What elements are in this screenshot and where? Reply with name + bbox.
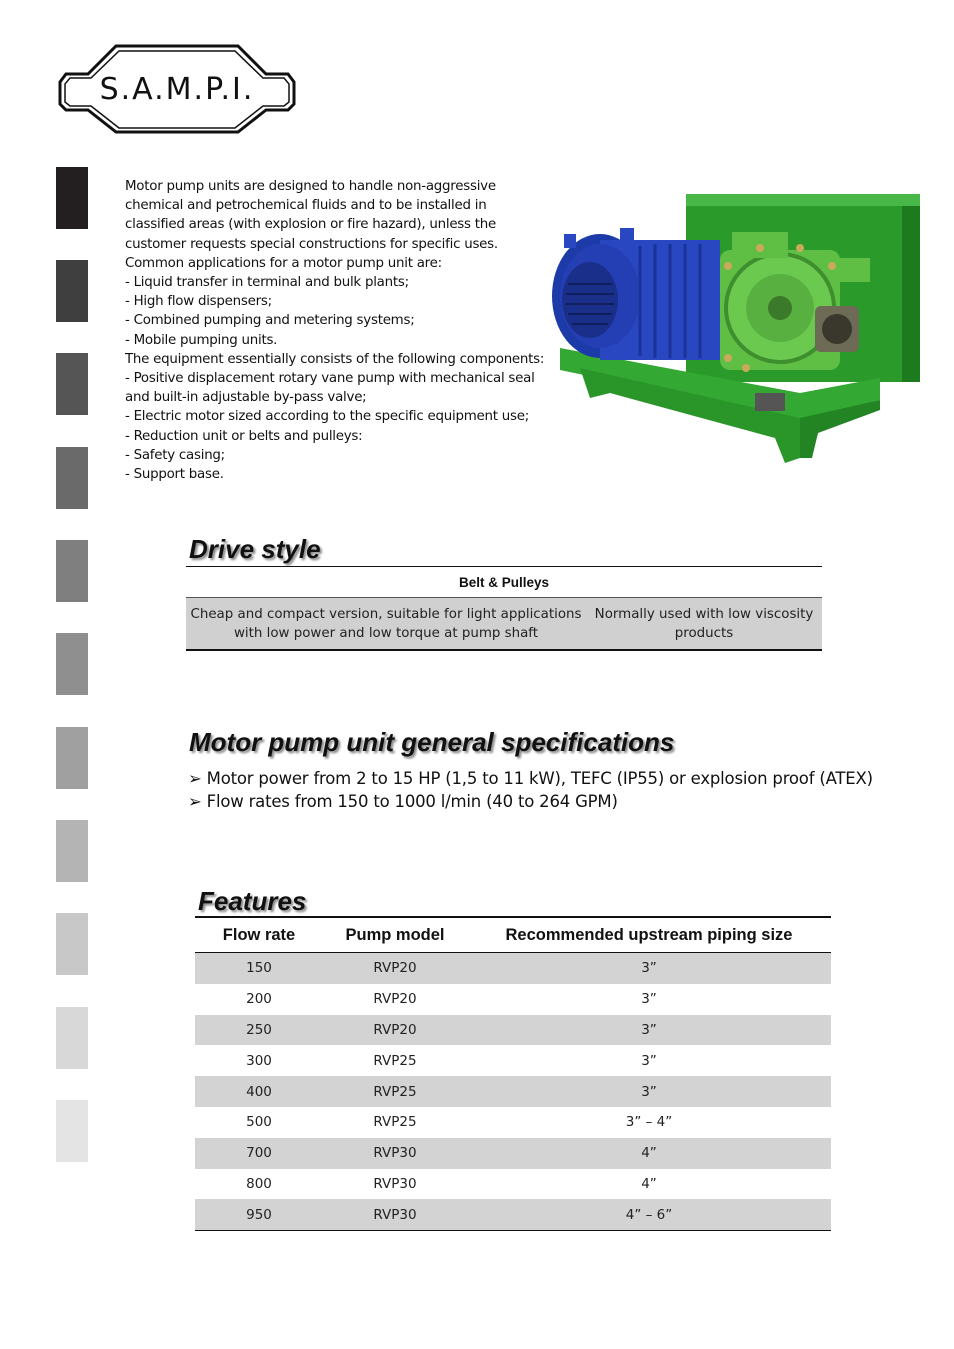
side-bar: [56, 1100, 88, 1162]
table-row: [195, 1169, 831, 1200]
cell-pump-model: RVP30: [373, 1145, 417, 1162]
cell-piping-size: 3”: [641, 991, 657, 1008]
cell-pump-model: RVP25: [373, 1114, 417, 1131]
intro-line: - Safety casing;: [125, 447, 225, 463]
intro-line: - High flow dispensers;: [125, 294, 272, 310]
column-header-flow-rate: Flow rate: [222, 925, 296, 944]
drive-cell-line: products: [674, 625, 734, 641]
intro-line: - Reduction unit or belts and pulleys:: [125, 428, 363, 444]
side-bar: [56, 727, 88, 789]
cell-piping-size: 4”: [641, 1145, 657, 1162]
cell-flow-rate: 400: [246, 1083, 272, 1100]
side-bar: [56, 540, 88, 602]
cell-flow-rate: 200: [246, 991, 272, 1008]
table-row: [195, 1045, 831, 1076]
column-header-pump-model: Pump model: [345, 925, 445, 944]
cell-pump-model: RVP20: [373, 991, 417, 1008]
cell-flow-rate: 700: [246, 1145, 272, 1162]
table-row: [195, 1015, 831, 1046]
intro-line: - Support base.: [125, 467, 224, 483]
logo-text: S.A.M.P.I.: [99, 71, 255, 107]
drive-cell-line: Cheap and compact version, suitable for light applications: [190, 606, 582, 622]
intro-line: The equipment essentially consists of the following components:: [125, 351, 545, 367]
intro-line: - Liquid transfer in terminal and bulk plants;: [125, 275, 409, 291]
spec-bullet: ➢ Motor power from 2 to 15 HP (1,5 to 11 kW), TEFC (IP55) or explosion proof (ATEX): [188, 769, 873, 788]
cell-pump-model: RVP20: [373, 960, 417, 977]
drive-style-table: [186, 566, 822, 651]
cell-piping-size: 3”: [641, 1021, 657, 1038]
cell-flow-rate: 150: [246, 960, 272, 977]
table-row: [195, 1138, 831, 1169]
intro-line: classified areas (with explosion or fire hazard), unless the: [125, 217, 496, 233]
side-bar: [56, 167, 88, 229]
cell-piping-size: 3” – 4”: [625, 1114, 673, 1131]
drive-table-row: [186, 598, 822, 649]
sampi-logo: [58, 44, 296, 134]
intro-line: Common applications for a motor pump unit are:: [125, 255, 442, 271]
specs-title: Motor pump unit general specifications: [189, 727, 675, 757]
cell-flow-rate: 950: [246, 1206, 272, 1223]
intro-line: Motor pump units are designed to handle non-aggressive: [125, 179, 496, 194]
side-bar: [56, 353, 88, 415]
cell-piping-size: 3”: [641, 1052, 657, 1069]
cell-flow-rate: 300: [246, 1052, 272, 1069]
intro-line: chemical and petrochemical fluids and to be installed in: [125, 198, 487, 214]
features-table-header: [195, 918, 831, 953]
table-row: [195, 1076, 831, 1107]
features-title: Features: [198, 886, 307, 916]
table-row: [195, 984, 831, 1015]
intro-paragraph: [125, 177, 555, 484]
drive-style-title: Drive style: [189, 534, 321, 564]
side-bar: [56, 820, 88, 882]
column-header-piping-size: Recommended upstream piping size: [505, 925, 793, 944]
cell-flow-rate: 250: [246, 1021, 272, 1038]
drive-cell-line: Normally used with low viscosity: [594, 606, 814, 622]
cell-flow-rate: 800: [246, 1175, 272, 1192]
drive-cell-usage: [586, 605, 822, 643]
side-bar: [56, 260, 88, 322]
side-bar: [56, 1007, 88, 1069]
spec-bullet: ➢ Flow rates from 150 to 1000 l/min (40 to 264 GPM): [188, 792, 618, 811]
table-row: [195, 1107, 831, 1138]
intro-line: - Combined pumping and metering systems;: [125, 313, 415, 329]
side-bar: [56, 633, 88, 695]
side-bar: [56, 913, 88, 975]
intro-line: - Electric motor sized according to the specific equipment use;: [125, 409, 529, 425]
cell-pump-model: RVP30: [373, 1206, 417, 1223]
features-table: [195, 916, 831, 1231]
intro-line: customer requests special constructions for specific uses.: [125, 236, 498, 252]
cell-pump-model: RVP30: [373, 1175, 417, 1192]
intro-line: - Mobile pumping units.: [125, 332, 278, 348]
intro-line: and built-in adjustable by-pass valve;: [125, 390, 367, 406]
table-row: [195, 1199, 831, 1231]
table-row: [195, 953, 831, 984]
cell-piping-size: 4”: [641, 1175, 657, 1192]
cell-piping-size: 3”: [641, 1083, 657, 1100]
cell-pump-model: RVP25: [373, 1083, 417, 1100]
cell-piping-size: 4” – 6”: [625, 1206, 673, 1223]
motor-pump-image: [550, 188, 928, 468]
drive-cell-description: [186, 605, 586, 643]
cell-pump-model: RVP20: [373, 1021, 417, 1038]
cell-flow-rate: 500: [246, 1114, 272, 1131]
drive-cell-line: with low power and low torque at pump shaft: [233, 625, 539, 641]
side-bar: [56, 447, 88, 509]
intro-line: - Positive displacement rotary vane pump with mechanical seal: [125, 371, 535, 387]
cell-piping-size: 3”: [641, 960, 657, 977]
cell-pump-model: RVP25: [373, 1052, 417, 1069]
drive-table-header: Belt & Pulleys: [186, 567, 822, 598]
